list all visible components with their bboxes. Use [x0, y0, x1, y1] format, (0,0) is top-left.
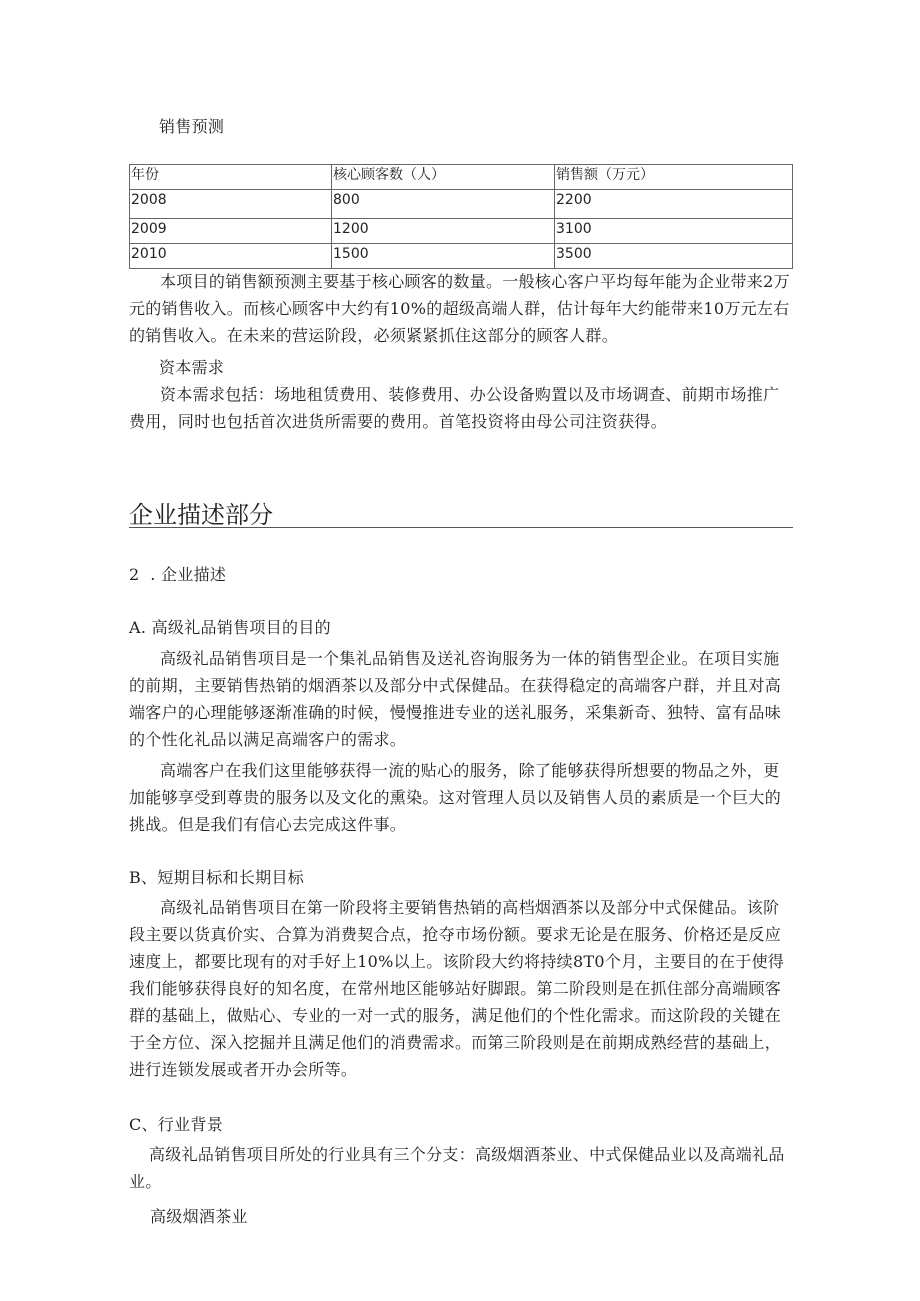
- section-subheading: 2 . 企业描述: [129, 565, 227, 584]
- table-cell: 2200: [555, 190, 793, 219]
- table-cell: 2010: [130, 244, 332, 269]
- forecast-paragraph: 本项目的销售额预测主要基于核心顾客的数量。一般核心客户平均每年能为企业带来2万元的销售收入。而核心顾客中大约有10%的超级高端人群，估计每年大约能带来10万元左右的销售收入。在未来的营运阶段，必须紧紧抓住这部分的顾客人群。: [129, 272, 790, 345]
- table-cell: 2008: [130, 190, 332, 219]
- table-header-cell: 核心顾客数（人）: [332, 165, 555, 190]
- table-cell: 800: [332, 190, 555, 219]
- table-cell: 1500: [332, 244, 555, 269]
- table-header-cell: 年份: [130, 165, 332, 190]
- capital-paragraph: 资本需求包括：场地租赁费用、装修费用、办公设备购置以及市场调查、前期市场推广费用，同时也包括首次进货所需要的费用。首笔投资将由母公司注资获得。: [129, 385, 780, 431]
- subsection-a-paragraph-2: 高端客户在我们这里能够获得一流的贴心的服务，除了能够获得所想要的物品之外，更加能够享受到尊贵的服务以及文化的熏染。这对管理人员以及销售人员的素质是一个巨大的挑战。但是我们有信心去完成这件事。: [129, 761, 782, 834]
- sales-forecast-title: 销售预测: [159, 117, 225, 136]
- table-cell: 3500: [555, 244, 793, 269]
- subsection-b-paragraph: 高级礼品销售项目在第一阶段将主要销售热销的高档烟酒茶以及部分中式保健品。该阶段主要以货真价实、合算为消费契合点，抢夺市场份额。要求无论是在服务、价格还是反应速度上，都要比现有的对手好上10%以上。该阶段大约将持续8T0个月，主要目的在于使得我们能够获得良好的知名度，在常州地区能够站好脚跟。第二阶段则是在抓住部分高端顾客群的基础上，做贴心、专业的一对一式的服务，满足他们的个性化需求。而这阶段的关键在于全方位、深入挖掘并且满足他们的消费需求。而第三阶段则是在前期成熟经营的基础上，进行连锁发展或者开办会所等。: [129, 898, 785, 1079]
- subsection-a-paragraph-1: 高级礼品销售项目是一个集礼品销售及送礼咨询服务为一体的销售型企业。在项目实施的前期，主要销售热销的烟酒茶以及部分中式保健品。在获得稳定的高端客户群，并且对高端客户的心理能够逐渐准确的时候，慢慢推进专业的送礼服务，采集新奇、独特、富有品味的个性化礼品以满足高端客户的需求。: [129, 649, 782, 749]
- subsection-c-title: C、行业背景: [129, 1115, 224, 1134]
- section-heading: 企业描述部分: [129, 501, 273, 529]
- table-header-row: [130, 165, 793, 190]
- sales-forecast-table: [129, 164, 793, 269]
- subsection-c-sub-title: 高级烟酒茶业: [150, 1207, 248, 1226]
- table-cell: 3100: [555, 219, 793, 244]
- table-header-cell: 销售额（万元）: [555, 165, 793, 190]
- table-cell: 1200: [332, 219, 555, 244]
- capital-title: 资本需求: [159, 358, 225, 377]
- subsection-a-title: A. 高级礼品销售项目的目的: [129, 618, 331, 637]
- table-row: [130, 219, 793, 244]
- subsection-b-title: B、短期目标和长期目标: [129, 868, 305, 887]
- table-cell: 2009: [130, 219, 332, 244]
- heading-rule: [129, 527, 793, 528]
- subsection-c-paragraph: 高级礼品销售项目所处的行业具有三个分支：高级烟酒茶业、中式保健品业以及高端礼品业。: [129, 1145, 785, 1191]
- table-row: [130, 190, 793, 219]
- table-row: [130, 244, 793, 269]
